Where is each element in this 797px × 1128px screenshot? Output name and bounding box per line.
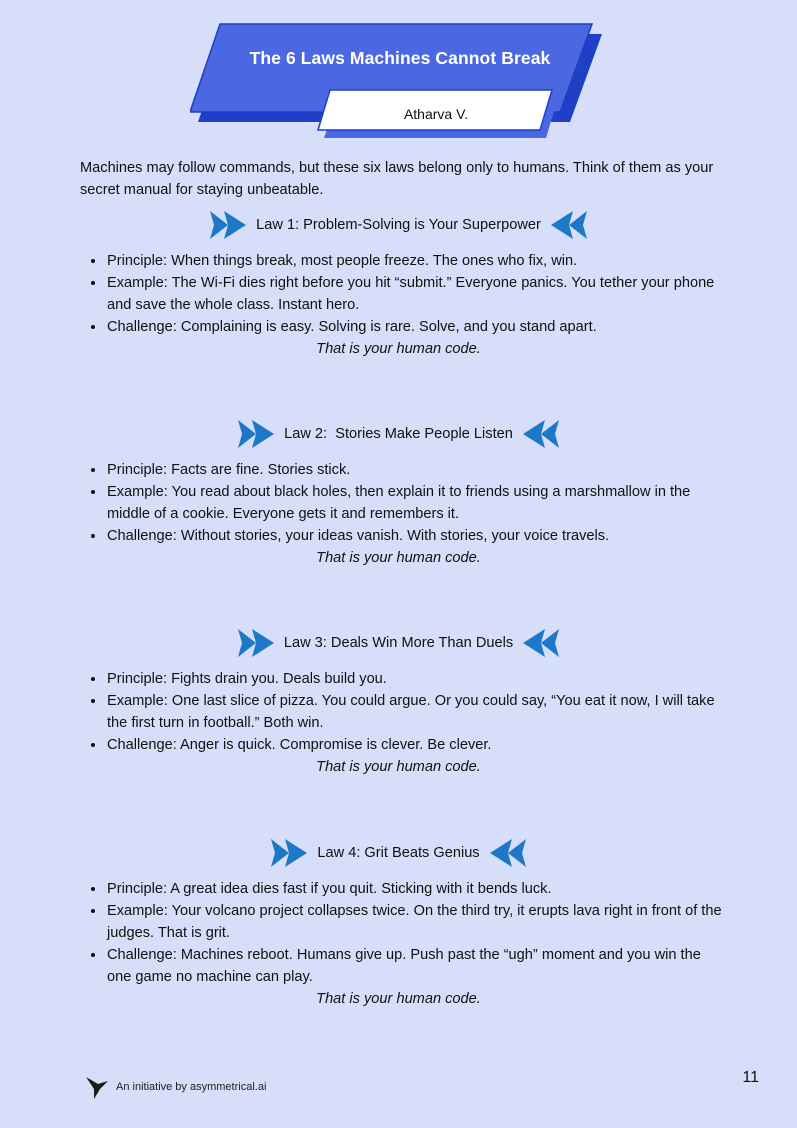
law-section-3 <box>0 626 797 778</box>
double-chevron-left-icon <box>521 627 559 659</box>
list-item: Challenge: Anger is quick. Compromise is clever. Be clever. <box>107 734 722 756</box>
law-bullets <box>0 668 722 756</box>
title-banner <box>190 22 610 142</box>
law-heading <box>0 417 797 451</box>
double-chevron-left-icon <box>549 209 587 241</box>
law-bullets <box>0 878 722 988</box>
law-bullets <box>0 459 722 547</box>
page-title: The 6 Laws Machines Cannot Break <box>249 48 551 68</box>
human-code-line: That is your human code. <box>316 759 481 775</box>
footer-text: An initiative by asymmetrical.ai <box>116 1081 267 1093</box>
law-title: Law 2: Stories Make People Listen <box>284 426 513 442</box>
list-item: Challenge: Without stories, your ideas vanish. With stories, your voice travels. <box>107 525 722 547</box>
list-item: Challenge: Complaining is easy. Solving is rare. Solve, and you stand apart. <box>107 316 722 338</box>
list-item: Principle: Facts are fine. Stories stick. <box>107 459 722 481</box>
double-chevron-right-icon <box>210 209 248 241</box>
double-chevron-right-icon <box>238 627 276 659</box>
law-heading <box>0 836 797 870</box>
list-item: Challenge: Machines reboot. Humans give up. Push past the “ugh” moment and you win the one game no machine can play. <box>107 944 722 988</box>
law-section-1 <box>0 208 797 360</box>
law-section-4 <box>0 836 797 1010</box>
intro-paragraph: Machines may follow commands, but these six laws belong only to humans. Think of them as your secret manual for staying unbeatable. <box>80 160 714 198</box>
law-bullets <box>0 250 722 338</box>
law-section-2 <box>0 417 797 569</box>
banner-shape <box>190 22 610 142</box>
bird-logo-icon <box>86 1075 108 1099</box>
page-number: 11 <box>742 1069 759 1086</box>
human-code-line: That is your human code. <box>316 991 481 1007</box>
law-title: Law 3: Deals Win More Than Duels <box>283 635 514 651</box>
human-code-line: That is your human code. <box>316 341 481 357</box>
list-item: Principle: When things break, most people freeze. The ones who fix, win. <box>107 250 722 272</box>
law-heading <box>0 208 797 242</box>
law-title: Law 1: Problem-Solving is Your Superpower <box>256 217 541 233</box>
list-item: Example: You read about black holes, then explain it to friends using a marshmallow in the middle of a cookie. Everyone gets it and remembers it. <box>107 481 722 525</box>
law-title: Law 4: Grit Beats Genius <box>317 845 480 861</box>
human-code-line: That is your human code. <box>316 550 481 566</box>
list-item: Example: One last slice of pizza. You could argue. Or you could say, “You eat it now, I will take the first turn in football.” Both win. <box>107 690 722 734</box>
list-item: Example: Your volcano project collapses twice. On the third try, it erupts lava right in front of the judges. That is grit. <box>107 900 722 944</box>
double-chevron-left-icon <box>521 418 559 450</box>
double-chevron-right-icon <box>271 837 309 869</box>
list-item: Example: The Wi-Fi dies right before you hit “submit.” Everyone panics. You tether your phone and save the whole class. Instant hero. <box>107 272 722 316</box>
law-heading <box>0 626 797 660</box>
list-item: Principle: Fights drain you. Deals build you. <box>107 668 722 690</box>
double-chevron-left-icon <box>488 837 526 869</box>
list-item: Principle: A great idea dies fast if you quit. Sticking with it bends luck. <box>107 878 722 900</box>
author-name: Atharva V. <box>403 106 469 122</box>
footer <box>86 1075 266 1099</box>
double-chevron-right-icon <box>238 418 276 450</box>
